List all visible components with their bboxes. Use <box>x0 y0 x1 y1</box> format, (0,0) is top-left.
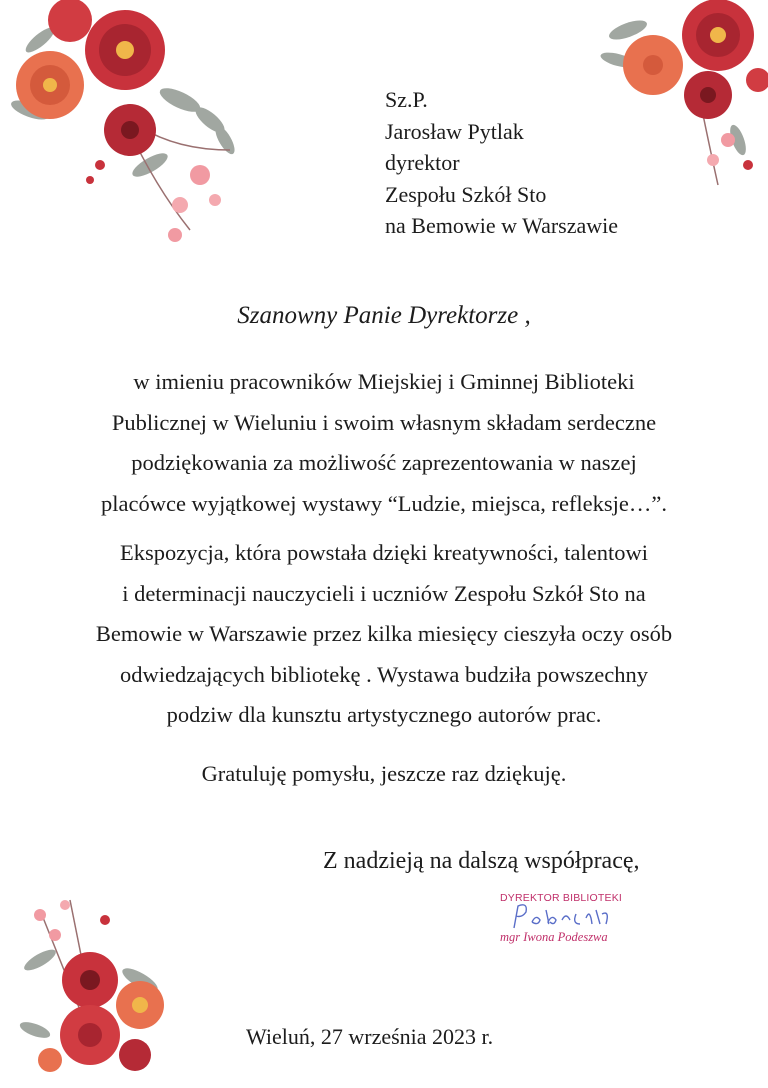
floral-decoration-bottom-left <box>10 890 190 1080</box>
paragraph-thanks <box>6 362 762 524</box>
closing: Z nadzieją na dalszą współpracę, <box>323 848 640 874</box>
paragraph-line: Bemowie w Warszawie przez kilka miesięcy cieszyła oczy osób <box>95 621 673 646</box>
paragraph-line: Publicznej w Wieluniu i swoim własnym składam serdeczne <box>111 409 657 435</box>
recipient-address <box>385 84 618 242</box>
paragraph-line: placówce wyjątkowej wystawy “Ludzie, miejsca, refleksje…”. <box>100 490 668 516</box>
handwritten-signature <box>506 898 616 934</box>
stamp-title: DYREKTOR BIBLIOTEKI <box>500 892 623 904</box>
paragraph-exhibition <box>6 533 762 736</box>
recipient-line: dyrektor <box>385 150 460 175</box>
paragraph-congratulations <box>6 754 762 795</box>
salutation: Szanowny Panie Dyrektorze , <box>237 302 531 329</box>
floral-decoration-top-left <box>0 0 250 250</box>
paragraph-line: Gratuluję pomysłu, jeszcze raz dziękuję. <box>201 761 567 786</box>
paragraph-line: Ekspozycja, która powstała dzięki kreatywności, talentowi <box>120 540 648 565</box>
recipient-line: Jarosław Pytlak <box>385 118 524 144</box>
paragraph-line: podziw dla kunsztu artystycznego autorów prac. <box>166 702 602 727</box>
recipient-line: Zespołu Szkół Sto <box>385 181 547 207</box>
director-stamp <box>492 892 652 950</box>
paragraph-line: odwiedzających bibliotekę . Wystawa budziła powszechny <box>119 661 649 687</box>
paragraph-line: podziękowania za możliwość zaprezentowania w naszej <box>131 450 637 475</box>
stamp-name: mgr Iwona Podeszwa <box>500 930 608 944</box>
place-and-date: Wieluń, 27 września 2023 r. <box>246 1024 494 1049</box>
recipient-line: Sz.P. <box>385 87 428 112</box>
paragraph-line: w imieniu pracowników Miejskiej i Gminnej Biblioteki <box>133 369 635 394</box>
paragraph-line: i determinacji nauczycieli i uczniów Zespołu Szkół Sto na <box>122 580 646 606</box>
recipient-line: na Bemowie w Warszawie <box>385 213 619 238</box>
